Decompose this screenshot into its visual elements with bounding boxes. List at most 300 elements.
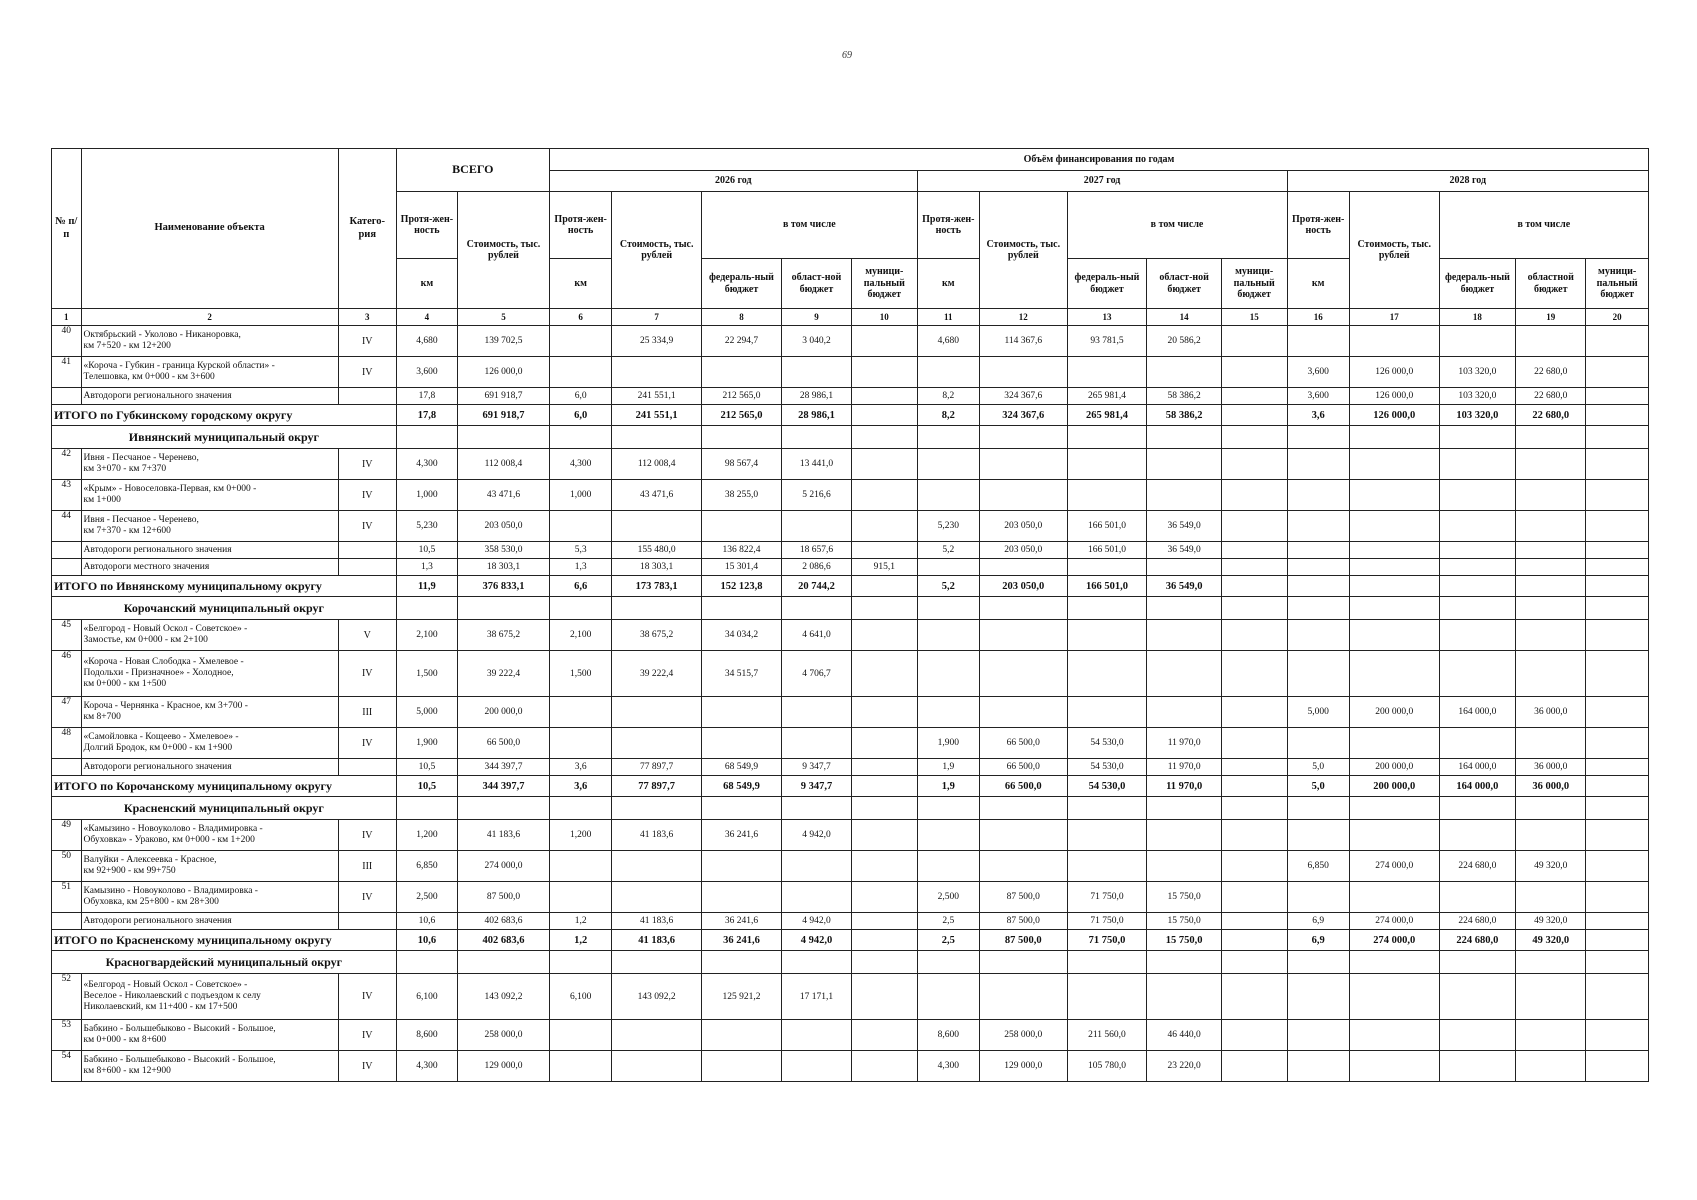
value-cell bbox=[1586, 620, 1649, 651]
value-cell: 203 050,0 bbox=[980, 511, 1068, 542]
row-number bbox=[52, 559, 82, 576]
value-cell: 77 897,7 bbox=[612, 759, 702, 776]
value-cell: 5,0 bbox=[1287, 759, 1349, 776]
total-cell bbox=[1516, 576, 1586, 597]
empty-cell bbox=[702, 951, 782, 974]
total-cell: 200 000,0 bbox=[1349, 776, 1439, 797]
value-cell: 126 000,0 bbox=[458, 357, 550, 388]
value-cell: 5,000 bbox=[396, 697, 457, 728]
value-cell bbox=[1586, 651, 1649, 697]
total-cell: 71 750,0 bbox=[1067, 930, 1147, 951]
total-row bbox=[52, 930, 1649, 951]
value-cell bbox=[851, 480, 917, 511]
value-cell bbox=[917, 651, 979, 697]
value-cell: 112 008,4 bbox=[458, 449, 550, 480]
value-cell bbox=[1516, 559, 1586, 576]
value-cell bbox=[1516, 449, 1586, 480]
value-cell: 8,600 bbox=[396, 1020, 457, 1051]
value-cell bbox=[549, 697, 611, 728]
object-name: «Самойловка - Кощеево - Хмелевое» - Долгий Бродок, км 0+000 - км 1+900 bbox=[81, 728, 338, 759]
value-cell: 6,850 bbox=[1287, 851, 1349, 882]
value-cell: 2,500 bbox=[396, 882, 457, 913]
value-cell: 265 981,4 bbox=[1067, 388, 1147, 405]
value-cell: 1,500 bbox=[549, 651, 611, 697]
row-number bbox=[52, 913, 82, 930]
value-cell: 20 586,2 bbox=[1147, 326, 1221, 357]
value-cell bbox=[549, 851, 611, 882]
value-cell: 3,600 bbox=[1287, 357, 1349, 388]
value-cell bbox=[1349, 326, 1439, 357]
empty-cell bbox=[396, 797, 457, 820]
value-cell: 18 303,1 bbox=[458, 559, 550, 576]
value-cell bbox=[1221, 511, 1287, 542]
value-cell bbox=[1221, 728, 1287, 759]
total-cell: 164 000,0 bbox=[1439, 776, 1516, 797]
value-cell bbox=[1067, 851, 1147, 882]
row-number: 45 bbox=[52, 620, 82, 651]
value-cell: 1,9 bbox=[917, 759, 979, 776]
value-cell: 38 675,2 bbox=[612, 620, 702, 651]
value-cell bbox=[1349, 882, 1439, 913]
total-cell: 11,9 bbox=[396, 576, 457, 597]
value-cell bbox=[1067, 480, 1147, 511]
value-cell bbox=[1586, 728, 1649, 759]
value-cell: 258 000,0 bbox=[980, 1020, 1068, 1051]
value-cell: 17 171,1 bbox=[781, 974, 851, 1020]
value-cell bbox=[781, 1051, 851, 1082]
total-cell bbox=[1221, 776, 1287, 797]
total-cell: 166 501,0 bbox=[1067, 576, 1147, 597]
value-cell: 34 034,2 bbox=[702, 620, 782, 651]
empty-cell bbox=[1516, 951, 1586, 974]
value-cell: 6,0 bbox=[549, 388, 611, 405]
value-cell bbox=[702, 851, 782, 882]
object-name: Бабкино - Большебыково - Высокий - Большое, км 8+600 - км 12+900 bbox=[81, 1051, 338, 1082]
value-cell: 9 347,7 bbox=[781, 759, 851, 776]
value-cell: 34 515,7 bbox=[702, 651, 782, 697]
value-cell bbox=[851, 974, 917, 1020]
category-cell: IV bbox=[338, 820, 396, 851]
value-cell: 41 183,6 bbox=[612, 820, 702, 851]
value-cell bbox=[702, 511, 782, 542]
total-cell bbox=[1221, 576, 1287, 597]
value-cell bbox=[1586, 559, 1649, 576]
value-cell: 54 530,0 bbox=[1067, 728, 1147, 759]
value-cell bbox=[851, 1020, 917, 1051]
header-financing: Объём финансирования по годам bbox=[549, 149, 1648, 171]
object-name: Ивня - Песчаное - Черенево, км 7+370 - км 12+600 bbox=[81, 511, 338, 542]
value-cell: 18 657,6 bbox=[781, 542, 851, 559]
total-cell: 20 744,2 bbox=[781, 576, 851, 597]
total-label: ИТОГО по Корочанскому муниципальному округу bbox=[52, 776, 397, 797]
object-name: «Камызино - Новоуколово - Владимировка - Обуховка» - Ураково, км 0+000 - км 1+200 bbox=[81, 820, 338, 851]
value-cell: 38 675,2 bbox=[458, 620, 550, 651]
empty-cell bbox=[1221, 797, 1287, 820]
value-cell bbox=[781, 728, 851, 759]
header-cost: Стоимость, тыс. рублей bbox=[612, 192, 702, 309]
empty-cell bbox=[1147, 597, 1221, 620]
value-cell: 2,5 bbox=[917, 913, 979, 930]
value-cell bbox=[1349, 651, 1439, 697]
value-cell bbox=[612, 728, 702, 759]
empty-cell bbox=[851, 951, 917, 974]
value-cell bbox=[781, 357, 851, 388]
financing-table bbox=[51, 148, 1649, 1082]
value-cell: 224 680,0 bbox=[1439, 913, 1516, 930]
value-cell: 41 183,6 bbox=[612, 913, 702, 930]
total-cell: 54 530,0 bbox=[1067, 776, 1147, 797]
category-cell: IV bbox=[338, 728, 396, 759]
value-cell bbox=[1349, 974, 1439, 1020]
value-cell bbox=[917, 357, 979, 388]
value-cell: 87 500,0 bbox=[980, 882, 1068, 913]
value-cell: 38 255,0 bbox=[702, 480, 782, 511]
value-cell bbox=[1439, 326, 1516, 357]
table-row bbox=[52, 620, 1649, 651]
value-cell: 1,500 bbox=[396, 651, 457, 697]
value-cell bbox=[1586, 542, 1649, 559]
value-cell: 5,2 bbox=[917, 542, 979, 559]
header-total: ВСЕГО bbox=[396, 149, 549, 192]
total-cell: 376 833,1 bbox=[458, 576, 550, 597]
value-cell: 4,680 bbox=[917, 326, 979, 357]
value-cell bbox=[851, 357, 917, 388]
value-cell bbox=[1439, 651, 1516, 697]
value-cell: 8,2 bbox=[917, 388, 979, 405]
total-cell bbox=[851, 930, 917, 951]
value-cell: 66 500,0 bbox=[458, 728, 550, 759]
value-cell: 105 780,0 bbox=[1067, 1051, 1147, 1082]
value-cell: 125 921,2 bbox=[702, 974, 782, 1020]
value-cell bbox=[1516, 326, 1586, 357]
value-cell: 36 549,0 bbox=[1147, 542, 1221, 559]
value-cell bbox=[1221, 697, 1287, 728]
value-cell: 136 822,4 bbox=[702, 542, 782, 559]
value-cell bbox=[851, 388, 917, 405]
total-cell bbox=[1221, 930, 1287, 951]
value-cell: 691 918,7 bbox=[458, 388, 550, 405]
value-cell bbox=[1586, 449, 1649, 480]
value-cell bbox=[1349, 559, 1439, 576]
value-cell bbox=[612, 851, 702, 882]
value-cell: 200 000,0 bbox=[1349, 697, 1439, 728]
total-cell: 8,2 bbox=[917, 405, 979, 426]
table-row bbox=[52, 882, 1649, 913]
total-cell: 173 783,1 bbox=[612, 576, 702, 597]
value-cell: 98 567,4 bbox=[702, 449, 782, 480]
value-cell: 166 501,0 bbox=[1067, 542, 1147, 559]
empty-cell bbox=[396, 597, 457, 620]
value-cell bbox=[917, 851, 979, 882]
value-cell bbox=[1439, 1020, 1516, 1051]
subtotal-row bbox=[52, 559, 1649, 576]
value-cell bbox=[851, 651, 917, 697]
value-cell bbox=[1516, 882, 1586, 913]
value-cell bbox=[851, 759, 917, 776]
value-cell bbox=[1287, 651, 1349, 697]
header-regional: област-ной бюджет bbox=[1147, 259, 1221, 309]
page-number: 69 bbox=[842, 50, 852, 61]
total-cell: 324 367,6 bbox=[980, 405, 1068, 426]
total-cell: 224 680,0 bbox=[1439, 930, 1516, 951]
header-length: Протя-жен-ность bbox=[396, 192, 457, 259]
category-cell bbox=[338, 759, 396, 776]
value-cell bbox=[1586, 820, 1649, 851]
value-cell bbox=[1586, 1051, 1649, 1082]
total-cell: 68 549,9 bbox=[702, 776, 782, 797]
value-cell: 5,230 bbox=[396, 511, 457, 542]
value-cell bbox=[980, 974, 1068, 1020]
empty-cell bbox=[612, 797, 702, 820]
value-cell: 36 241,6 bbox=[702, 820, 782, 851]
object-name: «Короча - Губкин - граница Курской области» - Телешовка, км 0+000 - км 3+600 bbox=[81, 357, 338, 388]
value-cell: 1,200 bbox=[549, 820, 611, 851]
value-cell bbox=[612, 357, 702, 388]
value-cell bbox=[1287, 449, 1349, 480]
value-cell bbox=[1221, 820, 1287, 851]
value-cell: 68 549,9 bbox=[702, 759, 782, 776]
value-cell bbox=[1147, 851, 1221, 882]
row-number: 41 bbox=[52, 357, 82, 388]
value-cell: 4,300 bbox=[917, 1051, 979, 1082]
value-cell bbox=[1439, 559, 1516, 576]
value-cell: 36 000,0 bbox=[1516, 759, 1586, 776]
row-number bbox=[52, 388, 82, 405]
value-cell: 15 750,0 bbox=[1147, 882, 1221, 913]
value-cell bbox=[1516, 511, 1586, 542]
value-cell bbox=[917, 820, 979, 851]
value-cell: 36 549,0 bbox=[1147, 511, 1221, 542]
value-cell bbox=[1221, 851, 1287, 882]
total-cell: 203 050,0 bbox=[980, 576, 1068, 597]
subtotal-row bbox=[52, 542, 1649, 559]
total-cell: 103 320,0 bbox=[1439, 405, 1516, 426]
value-cell: 1,900 bbox=[917, 728, 979, 759]
value-cell bbox=[980, 449, 1068, 480]
value-cell bbox=[1221, 1051, 1287, 1082]
value-cell bbox=[1586, 851, 1649, 882]
value-cell bbox=[1221, 357, 1287, 388]
value-cell: 103 320,0 bbox=[1439, 388, 1516, 405]
value-cell: 6,850 bbox=[396, 851, 457, 882]
total-cell: 6,6 bbox=[549, 576, 611, 597]
value-cell bbox=[1586, 759, 1649, 776]
total-row bbox=[52, 576, 1649, 597]
empty-cell bbox=[917, 797, 979, 820]
value-cell: 139 702,5 bbox=[458, 326, 550, 357]
value-cell: 6,100 bbox=[396, 974, 457, 1020]
value-cell: 203 050,0 bbox=[458, 511, 550, 542]
value-cell: 4,300 bbox=[549, 449, 611, 480]
value-cell bbox=[1287, 728, 1349, 759]
value-cell: 1,900 bbox=[396, 728, 457, 759]
table-row bbox=[52, 326, 1649, 357]
empty-cell bbox=[549, 426, 611, 449]
value-cell bbox=[549, 728, 611, 759]
empty-cell bbox=[1439, 951, 1516, 974]
value-cell: 2,100 bbox=[396, 620, 457, 651]
value-cell: 258 000,0 bbox=[458, 1020, 550, 1051]
value-cell: 324 367,6 bbox=[980, 388, 1068, 405]
value-cell bbox=[1287, 620, 1349, 651]
value-cell bbox=[851, 728, 917, 759]
value-cell: 103 320,0 bbox=[1439, 357, 1516, 388]
total-cell bbox=[1221, 405, 1287, 426]
value-cell: 274 000,0 bbox=[458, 851, 550, 882]
total-cell: 1,9 bbox=[917, 776, 979, 797]
total-cell: 10,5 bbox=[396, 776, 457, 797]
header-including: в том числе bbox=[1439, 192, 1648, 259]
category-cell: IV bbox=[338, 480, 396, 511]
empty-cell bbox=[1147, 797, 1221, 820]
value-cell bbox=[702, 357, 782, 388]
value-cell: 22 294,7 bbox=[702, 326, 782, 357]
value-cell: 5,3 bbox=[549, 542, 611, 559]
row-number: 52 bbox=[52, 974, 82, 1020]
value-cell bbox=[917, 974, 979, 1020]
value-cell bbox=[1221, 759, 1287, 776]
district-name: Красногвардейский муниципальный округ bbox=[52, 951, 397, 974]
value-cell bbox=[1067, 559, 1147, 576]
value-cell bbox=[1221, 326, 1287, 357]
value-cell: 126 000,0 bbox=[1349, 357, 1439, 388]
empty-cell bbox=[1439, 597, 1516, 620]
category-cell bbox=[338, 913, 396, 930]
empty-cell bbox=[1516, 797, 1586, 820]
value-cell bbox=[851, 542, 917, 559]
header-municipal: муници-пальный бюджет bbox=[1586, 259, 1649, 309]
row-number: 43 bbox=[52, 480, 82, 511]
value-cell: 41 183,6 bbox=[458, 820, 550, 851]
column-number: 11 bbox=[917, 309, 979, 326]
object-name: «Белгород - Новый Оскол - Советское» - Веселое - Николаевский с подъездом к селу Николаевский, км 11+400 - км 17+500 bbox=[81, 974, 338, 1020]
header-km: км bbox=[917, 259, 979, 309]
value-cell: 13 441,0 bbox=[781, 449, 851, 480]
value-cell: 3,600 bbox=[1287, 388, 1349, 405]
value-cell: 143 092,2 bbox=[612, 974, 702, 1020]
header-km: км bbox=[1287, 259, 1349, 309]
total-row bbox=[52, 776, 1649, 797]
total-cell: 126 000,0 bbox=[1349, 405, 1439, 426]
value-cell bbox=[781, 1020, 851, 1051]
value-cell: 2,100 bbox=[549, 620, 611, 651]
value-cell bbox=[1349, 511, 1439, 542]
empty-cell bbox=[917, 426, 979, 449]
total-cell: 58 386,2 bbox=[1147, 405, 1221, 426]
value-cell bbox=[1586, 388, 1649, 405]
empty-cell bbox=[1349, 426, 1439, 449]
table-row bbox=[52, 511, 1649, 542]
empty-cell bbox=[458, 951, 550, 974]
value-cell bbox=[1221, 542, 1287, 559]
empty-cell bbox=[1067, 426, 1147, 449]
value-cell bbox=[980, 559, 1068, 576]
row-number: 53 bbox=[52, 1020, 82, 1051]
empty-cell bbox=[1586, 797, 1649, 820]
value-cell bbox=[1586, 697, 1649, 728]
value-cell bbox=[549, 357, 611, 388]
empty-cell bbox=[702, 426, 782, 449]
empty-cell bbox=[917, 597, 979, 620]
header-regional: област-ной бюджет bbox=[781, 259, 851, 309]
value-cell bbox=[1147, 697, 1221, 728]
value-cell bbox=[1287, 882, 1349, 913]
value-cell: 211 560,0 bbox=[1067, 1020, 1147, 1051]
value-cell: 1,000 bbox=[549, 480, 611, 511]
value-cell bbox=[1067, 651, 1147, 697]
row-number: 49 bbox=[52, 820, 82, 851]
value-cell: 1,200 bbox=[396, 820, 457, 851]
total-cell bbox=[1586, 930, 1649, 951]
value-cell bbox=[1349, 820, 1439, 851]
value-cell bbox=[980, 620, 1068, 651]
empty-cell bbox=[851, 597, 917, 620]
value-cell: 274 000,0 bbox=[1349, 913, 1439, 930]
value-cell bbox=[1287, 542, 1349, 559]
column-number: 15 bbox=[1221, 309, 1287, 326]
value-cell: 25 334,9 bbox=[612, 326, 702, 357]
total-cell bbox=[1439, 576, 1516, 597]
subtotal-row bbox=[52, 913, 1649, 930]
value-cell bbox=[702, 697, 782, 728]
empty-cell bbox=[549, 797, 611, 820]
value-cell bbox=[1287, 559, 1349, 576]
empty-cell bbox=[851, 797, 917, 820]
object-name: Короча - Чернянка - Красное, км 3+700 - км 8+700 bbox=[81, 697, 338, 728]
value-cell: 93 781,5 bbox=[1067, 326, 1147, 357]
value-cell: 10,6 bbox=[396, 913, 457, 930]
value-cell bbox=[1147, 651, 1221, 697]
column-number: 14 bbox=[1147, 309, 1221, 326]
total-cell: 36 241,6 bbox=[702, 930, 782, 951]
column-number: 3 bbox=[338, 309, 396, 326]
value-cell bbox=[1221, 559, 1287, 576]
table-row bbox=[52, 1020, 1649, 1051]
value-cell: 49 320,0 bbox=[1516, 851, 1586, 882]
row-number: 47 bbox=[52, 697, 82, 728]
total-cell: 77 897,7 bbox=[612, 776, 702, 797]
value-cell: 39 222,4 bbox=[458, 651, 550, 697]
empty-cell bbox=[1221, 426, 1287, 449]
empty-cell bbox=[1287, 597, 1349, 620]
value-cell bbox=[917, 559, 979, 576]
category-cell: III bbox=[338, 697, 396, 728]
empty-cell bbox=[1516, 597, 1586, 620]
empty-cell bbox=[612, 597, 702, 620]
total-cell: 17,8 bbox=[396, 405, 457, 426]
empty-cell bbox=[980, 951, 1068, 974]
column-number: 9 bbox=[781, 309, 851, 326]
object-name: «Короча - Новая Слободка - Хмелевое - Подольхи - Призначное» - Холодное, км 0+000 - км 1+500 bbox=[81, 651, 338, 697]
header-length: Протя-жен-ность bbox=[1287, 192, 1349, 259]
value-cell: 3,6 bbox=[549, 759, 611, 776]
subtotal-row bbox=[52, 388, 1649, 405]
total-cell: 6,0 bbox=[549, 405, 611, 426]
value-cell bbox=[1349, 728, 1439, 759]
value-cell bbox=[851, 851, 917, 882]
empty-cell bbox=[1067, 951, 1147, 974]
header-num: № п/п bbox=[52, 149, 82, 309]
empty-cell bbox=[781, 951, 851, 974]
value-cell: 4,680 bbox=[396, 326, 457, 357]
total-cell: 5,0 bbox=[1287, 776, 1349, 797]
value-cell bbox=[702, 1051, 782, 1082]
value-cell: 224 680,0 bbox=[1439, 851, 1516, 882]
value-cell: 155 480,0 bbox=[612, 542, 702, 559]
value-cell: 5 216,6 bbox=[781, 480, 851, 511]
empty-cell bbox=[980, 797, 1068, 820]
district-name: Ивнянский муниципальный округ bbox=[52, 426, 397, 449]
